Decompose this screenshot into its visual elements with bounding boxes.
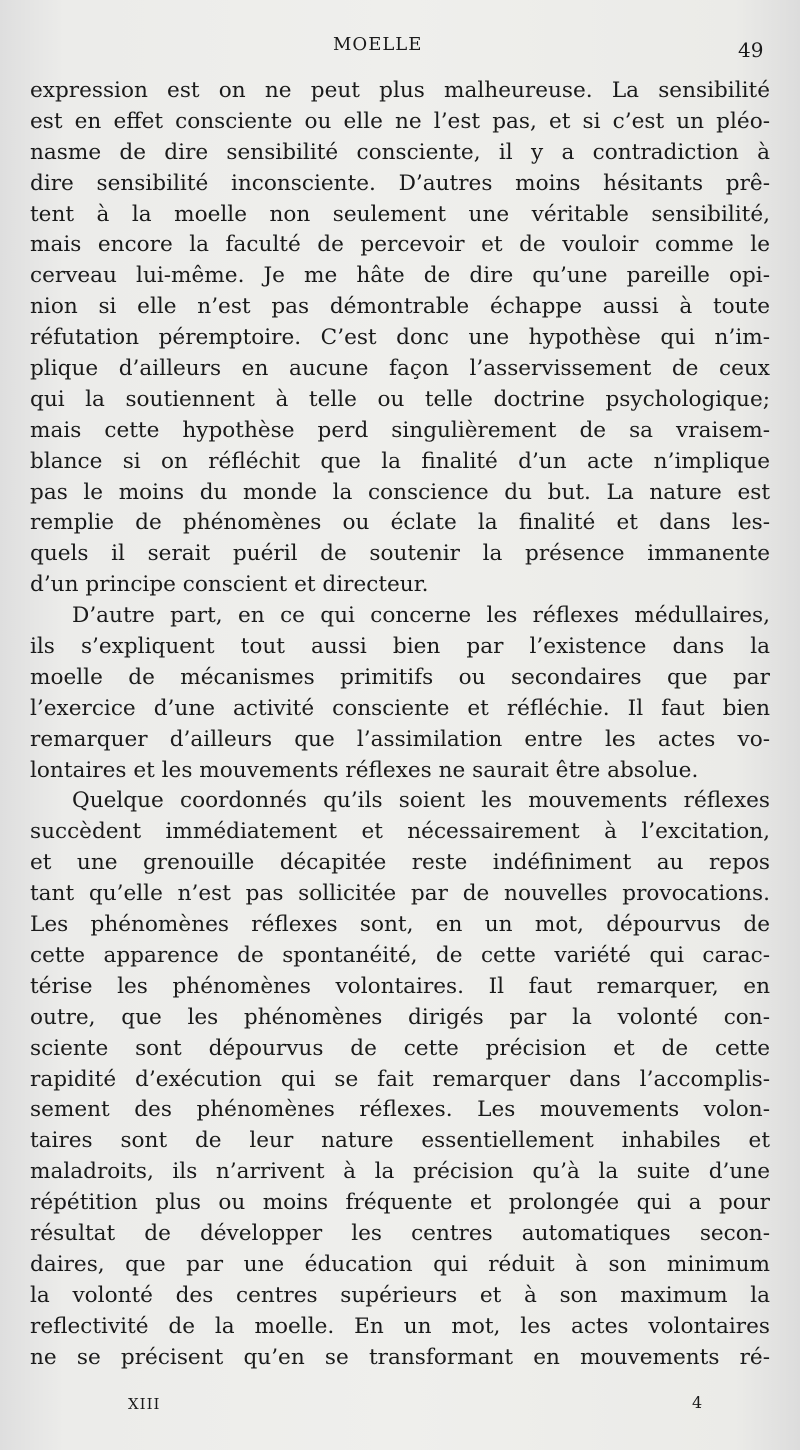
page-number: 49	[738, 38, 764, 62]
signature-mark: XIII	[128, 1395, 161, 1413]
text-line: blance si on réfléchit que la finalité d’un acte n’implique	[30, 448, 770, 474]
text-line: succèdent immédiatement et nécessairement à l’excitation,	[30, 819, 770, 845]
text-line: d’un principe conscient et directeur.	[30, 572, 429, 598]
text-line: reflectivité de la moelle. En un mot, les actes volontaires	[30, 1313, 770, 1339]
text-line: expression est on ne peut plus malheureuse. La sensibilité	[30, 78, 770, 103]
text-line: nion si elle n’est pas démontrable échappe aussi à toute	[30, 294, 770, 320]
text-line: résultat de développer les centres automatiques secon-	[30, 1220, 770, 1246]
text-line: sement des phénomènes réflexes. Les mouvements volon-	[30, 1097, 770, 1123]
text-line: moelle de mécanismes primitifs ou secondaires que par	[30, 664, 770, 690]
text-line: remplie de phénomènes ou éclate la finalité et dans les-	[30, 510, 770, 536]
text-line: térise les phénomènes volontaires. Il faut remarquer, en	[30, 973, 770, 999]
text-line: ils s’expliquent tout aussi bien par l’existence dans la	[30, 634, 770, 660]
text-line: daires, que par une éducation qui réduit à son minimum	[30, 1251, 770, 1277]
text-line: qui la soutiennent à telle ou telle doctrine psychologique;	[30, 386, 770, 412]
page-header	[0, 30, 800, 60]
text-line: la volonté des centres supérieurs et à son maximum la	[30, 1282, 770, 1308]
text-line: rapidité d’exécution qui se fait remarquer dans l’accomplis-	[30, 1066, 770, 1092]
text-line: remarquer d’ailleurs que l’assimilation entre les actes vo-	[30, 726, 770, 752]
sheet-number: 4	[692, 1393, 703, 1412]
text-line: est en effet consciente ou elle ne l’est pas, et si c’est un pléo-	[30, 108, 770, 134]
text-line: cette apparence de spontanéité, de cette variété qui carac-	[30, 942, 770, 968]
text-line: Les phénomènes réflexes sont, en un mot, dépourvus de	[30, 912, 770, 938]
text-line: cerveau lui-même. Je me hâte de dire qu’une pareille opi-	[30, 263, 770, 289]
text-line: mais cette hypothèse perd singulièrement de sa vraisem-	[30, 417, 770, 443]
running-title: MOELLE	[333, 34, 423, 55]
body-text	[30, 76, 770, 1373]
text-line: nasme de dire sensibilité consciente, il y a contradiction à	[30, 139, 770, 165]
text-line: tant qu’elle n’est pas sollicitée par de nouvelles provocations.	[30, 881, 770, 907]
text-line: mais encore la faculté de percevoir et de vouloir comme le	[30, 232, 770, 258]
page-footer	[0, 1395, 800, 1419]
text-line: lontaires et les mouvements réflexes ne saurait être absolue.	[30, 757, 699, 783]
text-line: sciente sont dépourvus de cette précision et de cette	[30, 1035, 770, 1061]
text-line: plique d’ailleurs en aucune façon l’asservissement de ceux	[30, 356, 770, 382]
text-line: D’autre part, en ce qui concerne les réflexes médullaires,	[72, 603, 770, 629]
text-line: quels il serait puéril de soutenir la présence immanente	[30, 541, 770, 567]
text-line: outre, que les phénomènes dirigés par la volonté con-	[30, 1004, 770, 1030]
text-line: maladroits, ils n’arrivent à la précision qu’à la suite d’une	[30, 1159, 770, 1185]
text-line: l’exercice d’une activité consciente et réfléchie. Il faut bien	[30, 695, 770, 721]
text-line: dire sensibilité inconsciente. D’autres moins hésitants prê-	[30, 170, 770, 196]
text-line: ne se précisent qu’en se transformant en mouvements ré-	[30, 1344, 770, 1370]
text-line: pas le moins du monde la conscience du but. La nature est	[30, 479, 770, 505]
text-line: Quelque coordonnés qu’ils soient les mouvements réflexes	[72, 788, 770, 814]
text-line: tent à la moelle non seulement une véritable sensibilité,	[30, 201, 770, 227]
text-line: taires sont de leur nature essentiellement inhabiles et	[30, 1128, 770, 1154]
text-line: répétition plus ou moins fréquente et prolongée qui a pour	[30, 1190, 770, 1216]
text-line: réfutation péremptoire. C’est donc une hypothèse qui n’im-	[30, 325, 770, 351]
text-line: et une grenouille décapitée reste indéfiniment au repos	[30, 850, 770, 876]
